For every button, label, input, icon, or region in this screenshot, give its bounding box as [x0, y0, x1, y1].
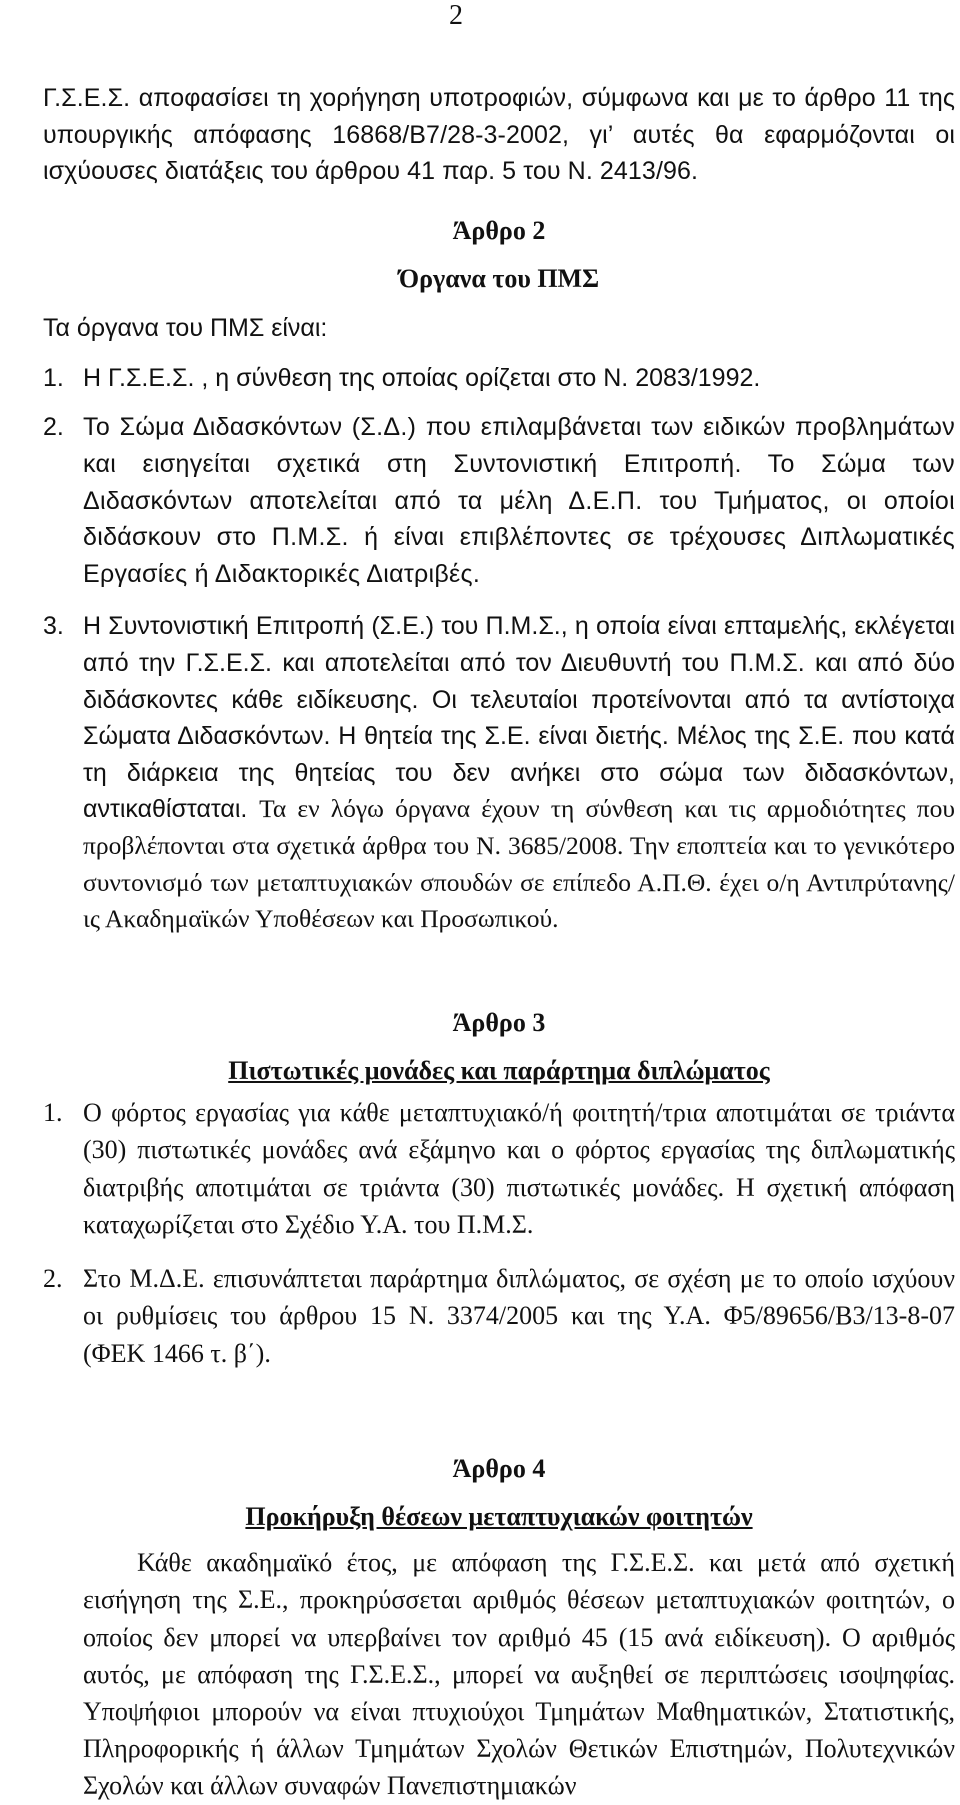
list-item-number: 2. — [43, 413, 64, 442]
list-item-text: Η Γ.Σ.Ε.Σ. , η σύνθεση της οποίας ορίζεται στο Ν. 2083/1992. — [83, 363, 761, 392]
list-item — [43, 360, 955, 397]
article-2-subtitle: Όργανα του ΠΜΣ — [398, 263, 600, 293]
list-item-number: 2. — [43, 1263, 63, 1293]
list-item — [43, 1094, 955, 1244]
list-item-text-serif: Τα εν λόγω όργανα έχουν τη σύνθεση και τις αρμοδιότητες που προβλέπονται στα σχετικά άρθρα του Ν. 3685/2008. Την εποπτεία και το γενικότερο συντονισμό των μεταπτυχιακών σπουδών σε επίπεδο Α.Π.Θ. έχει ο/η Αντιπρύτανης/ις Ακαδημαϊκών Υποθέσεων και Προσωπικού. — [83, 794, 955, 934]
list-item — [43, 409, 955, 592]
intro-paragraph: Γ.Σ.Ε.Σ. αποφασίσει τη χορήγηση υποτροφιών, σύμφωνα και με το άρθρο 11 της υπουργικής απόφασης 16868/Β7/28-3-2002, γι’ αυτές θα εφαρμόζονται οι ισχύουσες διατάξεις του άρθρου 41 παρ. 5 του Ν. 2413/96. — [43, 84, 955, 186]
list-item — [43, 1260, 955, 1373]
article-4-paragraph: Κάθε ακαδημαϊκό έτος, με απόφαση της Γ.Σ.Ε.Σ. και μετά από σχετική εισήγηση της Σ.Ε., προκηρύσσεται αριθμός θέσεων μεταπτυχιακών φοιτητών, ο οποίος δεν μπορεί να υπερβαίνει τον αριθμό 45 (15 ανά ειδίκευση). Ο αριθμός αυτός, με απόφαση της Γ.Σ.Ε.Σ., μπορεί να αυξηθεί σε περιπτώσεις ισοψηφίας. Υποψήφιοι μπορούν να είναι πτυχιούχοι Τμημάτων Μαθηματικών, Στατιστικής, Πληροφορικής ή άλλων Τμημάτων Σχολών Θετικών Επιστημών, Πολυτεχνικών Σχολών και άλλων συναφών Πανεπιστημιακών — [83, 1548, 955, 1801]
article-4-title: Άρθρο 4 — [452, 1454, 546, 1484]
list-item — [43, 608, 955, 937]
list-item-number: 1. — [43, 1097, 63, 1127]
list-item-text: Ο φόρτος εργασίας για κάθε μεταπτυχιακό/ή φοιτητή/τρια αποτιμάται σε τριάντα (30) πιστωτικές μονάδες ανά εξάμηνο και ο φόρτος εργασίας της διπλωματικής διατριβής αποτιμάται σε τριάντα (30) πιστωτικές μονάδες. Η σχετική απόφαση καταχωρίζεται στο Σχέδιο Υ.Α. του Π.Μ.Σ. — [83, 1097, 955, 1240]
article-3-title: Άρθρο 3 — [452, 1007, 546, 1037]
article-4-subtitle: Προκήρυξη θέσεων μεταπτυχιακών φοιτητών — [245, 1502, 753, 1532]
list-item-number: 1. — [43, 363, 64, 392]
list-item-text — [83, 608, 955, 937]
list-item-text: Στο Μ.Δ.Ε. επισυνάπτεται παράρτημα διπλώματος, σε σχέση με το οποίο ισχύουν οι ρυθμίσεις του άρθρου 15 Ν. 3374/2005 και της Υ.Α. Φ5/89656/Β3/13-8-07 (ΦΕΚ 1466 τ. β΄). — [83, 1263, 955, 1368]
document-body — [43, 80, 955, 1805]
article-2-lead: Τα όργανα του ΠΜΣ είναι: — [43, 313, 328, 342]
list-item-number: 3. — [43, 612, 64, 641]
list-item-text-sans: Η Συντονιστική Επιτροπή (Σ.Ε.) του Π.Μ.Σ., η οποία είναι επταμελής, εκλέγεται από την Γ.Σ.Ε.Σ. και αποτελείται από τον Διευθυντή του Π.Μ.Σ. και από δύο διδάσκοντες κάθε ειδίκευσης. Οι τελευταίοι προτείνονται από τα αντίστοιχα Σώματα Διδασκόντων. Η θητεία της Σ.Ε. είναι διετής. Μέλος της Σ.Ε. που κατά τη διάρκεια της θητείας του δεν ανήκει στο σώμα των διδασκόντων, αντικαθίσταται. — [83, 612, 955, 824]
article-2-title: Άρθρο 2 — [452, 215, 546, 245]
article-3-subtitle: Πιστωτικές μονάδες και παράρτημα διπλώματος — [228, 1055, 770, 1085]
page-number: 2 — [449, 0, 463, 31]
list-item-text: Το Σώμα Διδασκόντων (Σ.Δ.) που επιλαμβάνεται των ειδικών προβλημάτων και εισηγείται σχετικά στη Συντονιστική Επιτροπή. Το Σώμα των Διδασκόντων αποτελείται από τα μέλη Δ.Ε.Π. του Τμήματος, οι οποίοι διδάσκουν στο Π.Μ.Σ. ή είναι επιβλέποντες σε τρέχουσες Διπλωματικές Εργασίες ή Διδακτορικές Διατριβές. — [83, 413, 955, 588]
